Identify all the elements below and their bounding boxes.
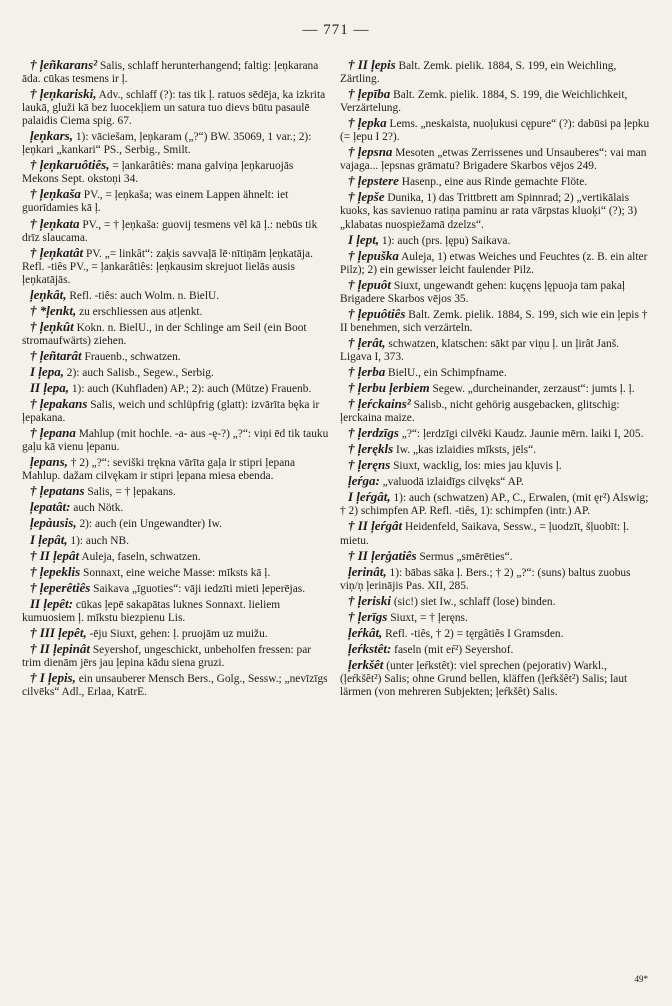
dictionary-entry	[340, 490, 650, 518]
entry-headword: † ļeręns	[348, 457, 391, 473]
dictionary-entry	[340, 190, 650, 231]
entry-definition: 1): vāciešam, ļeņkaram („?“) BW. 35069, 1 var.; 2): ļeņkari „kankari“ PS., Serbig., Smilt.	[22, 131, 312, 157]
dictionary-entry	[22, 671, 332, 699]
dictionary-entry	[340, 658, 650, 699]
entry-headword: † ļepstere	[348, 173, 399, 189]
entry-definition: Sermus „smērēties“.	[416, 550, 513, 563]
dictionary-entry	[22, 320, 332, 348]
entry-definition: Dunika, 1) das Trittbrett am Spinnrad; 2) „vertikālais kuoks, kas savienuo ratiņa paminu ar rata vārpstas kluoķi“ (?); 3) „klabatas nuospiežamā dzelzs“.	[340, 192, 638, 231]
entry-definition: PV., = ļeņkaša; was einem Lappen ähnelt: iet guorīdamies kā ļ.	[22, 189, 289, 215]
entry-definition: „valuodā izlaidīgs cilvęks“ AP.	[379, 476, 524, 489]
entry-definition: Refl. -tiês, † 2) = tęrgâtiês I Gramsden.	[382, 627, 564, 640]
entry-definition: Adv., schlaff (?): tas tik ļ. ratuos sēdēja, ka izkrita laukā, gluži kā bez luocekļiem un satura tuo dievs būtu pasaulē palaidis Ciema spig. 67.	[22, 89, 326, 128]
entry-definition: 1): auch (prs. ļępu) Saikava.	[379, 234, 511, 247]
entry-headword: † ļeņkatât	[30, 244, 84, 260]
dictionary-entry	[340, 626, 650, 641]
dictionary-entry	[340, 249, 650, 277]
entry-definition: 1): auch (Kuhfladen) AP.; 2): auch (Mütze) Frauenb.	[69, 383, 312, 396]
entry-definition: = ļankarâtiês: mana galviņa ļeņkaruojās Mekons Sept. okstoņi 34.	[22, 160, 294, 186]
entry-headword: † ļeņkata	[30, 215, 80, 231]
dictionary-entry	[22, 565, 332, 580]
dictionary-entry	[22, 484, 332, 499]
entry-headword: † ļepka	[348, 115, 387, 131]
dictionary-entry	[22, 516, 332, 531]
entry-headword: II ļepêt:	[30, 595, 73, 611]
dictionary-entry	[340, 565, 650, 593]
entry-headword: † II ļepis	[348, 57, 396, 72]
entry-headword: † ļeņkaša	[30, 186, 81, 202]
entry-definition: Auleja, 1) etwas Weiches und Feuchtes (z. B. ein alter Pilz); 2) ein gewisser leicht faulender Pilz.	[340, 250, 648, 276]
entry-definition: Kokn. n. BielU., in der Schlinge am Seil (ein Boot stromaufwärts) ziehen.	[22, 321, 307, 347]
entry-headword: † ļerīgs	[348, 608, 388, 624]
entry-headword: † ļeņkaruôtiês,	[30, 157, 110, 173]
entry-definition: (unter ļeŕkstêt): viel sprechen (pejorativ) Warkl., (ļeŕkšêt²) Salis; ohne Grund bellen, kläffen (ļeŕkšêt²) Salis; laut lärmen (von mehreren Subjekten; ļeŕkšêt) Salis.	[340, 659, 628, 698]
entry-headword: † ļepuôtiês	[348, 305, 406, 321]
entry-headword: † ļepuôt	[348, 276, 391, 292]
dictionary-entry	[340, 594, 650, 609]
entry-headword: ļeņkars,	[30, 128, 73, 144]
dictionary-entry	[22, 533, 332, 548]
entry-headword: † II ļepât	[30, 547, 80, 563]
dictionary-entry	[22, 349, 332, 364]
entry-definition: schwatzen, klatschen: sākt par viņu ļ. un ļirât Janš. Ligava I, 373.	[340, 337, 620, 363]
entry-definition: (sic!) siet Iw., schlaff (lose) binden.	[390, 595, 556, 608]
dictionary-entry	[22, 365, 332, 380]
entry-definition: zu erschliessen aus atļenkt.	[76, 305, 203, 318]
entry-headword: † ļeņkût	[30, 318, 74, 334]
entry-headword: † ļeņkariski,	[30, 86, 97, 102]
entry-headword: ļerkšêt	[348, 656, 384, 672]
dictionary-entry	[22, 426, 332, 454]
entry-headword: II ļepa,	[30, 380, 69, 396]
entry-definition: 1): bābas sāka ļ. Bers.; † 2) „?“: (suns) baltus zuobus viņ/ņ ļerinājis Pas. XII, 285.	[340, 566, 631, 592]
entry-definition: 2): auch (ein Ungewandter) Iw.	[76, 518, 222, 531]
entry-headword: ļepàusis,	[30, 515, 77, 531]
entry-headword: † ļeñkarans²	[30, 57, 98, 72]
entry-headword: † ļeŕckains²	[348, 396, 411, 412]
dictionary-entry	[340, 458, 650, 473]
entry-definition: ein unsauberer Mensch Bers., Golg., Sessw.; „nevīzīgs cilvēks“ Adl., Erlaa, KatrE.	[22, 672, 328, 698]
dictionary-entry	[22, 217, 332, 245]
entry-definition: Siuxt, = † ļeręns.	[387, 611, 468, 624]
entry-headword: † ļerbu ļerbiem	[348, 380, 430, 396]
dictionary-entry	[22, 597, 332, 625]
dictionary-entry	[340, 58, 650, 86]
entry-definition: 1): auch (schwatzen) AP., C., Erwalen, (mit ęr²) Alswig; † 2) schimpfen AP. Refl. -tiês, 1): schimpfen (intr.) AP.	[340, 492, 649, 518]
entry-definition: Salis, schlaff herunterhangend; faltig: ļeņkarana āda. cūkas tesmens ir ļ.	[22, 60, 319, 86]
dictionary-entry	[340, 642, 650, 657]
entry-definition: Refl. -tiês: auch Wolm. n. BielU.	[66, 289, 220, 302]
entry-definition: Auleja, faseln, schwatzen.	[79, 550, 201, 563]
entry-headword: † *ļenkt,	[30, 302, 77, 318]
entry-headword: ļeŕkât,	[348, 624, 383, 640]
dictionary-entry	[22, 288, 332, 303]
dictionary-entry	[22, 581, 332, 596]
dictionary-entry	[340, 519, 650, 547]
dictionary-entry	[340, 549, 650, 564]
entry-definition: Mahlup (mit hochle. -a- aus -ę-?) „?“: viņi ēd tik tauku gaļu kā vienu ļepanu.	[22, 428, 329, 454]
entry-headword: † II ļepinât	[30, 640, 90, 656]
entry-headword: † ļeperêtiês	[30, 579, 91, 595]
entry-headword: † II ļerġatiês	[348, 547, 417, 563]
entry-definition: Balt. Zemk. pielik. 1884, S. 199, sich wie ein ļepis † II benehmen, sich verzärteln.	[340, 308, 648, 334]
entry-headword: ļepans,	[30, 454, 68, 470]
dictionary-entry	[340, 381, 650, 396]
entry-headword: † ļepuška	[348, 247, 399, 263]
left-column	[22, 58, 332, 700]
entry-definition: -ēju Siuxt, gehen: ļ. pruojām uz muižu.	[86, 627, 268, 640]
entry-definition: Salis, = † ļepakans.	[84, 486, 176, 499]
entry-headword: † ļerękls	[348, 441, 394, 457]
dictionary-entry	[340, 610, 650, 625]
entry-definition: 2): auch Salisb., Segew., Serbig.	[63, 366, 214, 379]
entry-headword: † ļepatans	[30, 483, 85, 499]
dictionary-entry	[340, 397, 650, 425]
entry-definition: Lems. „neskaista, nuoļukusi cępure“ (?): dabūsi pa ļepku (= ļepu I 2?).	[340, 118, 650, 144]
entry-definition: Saikava „īguoties“: vāji iedzīti mieti ļeperējas.	[90, 582, 306, 595]
entry-headword: ļepatât:	[30, 499, 71, 515]
dictionary-entry	[340, 87, 650, 115]
entry-definition: Hasenp., eine aus Rinde gemachte Flöte.	[398, 176, 588, 189]
entry-definition: Balt. Zemk. pielik. 1884, S. 199, die Weichlichkeit, Verzärtelung.	[340, 89, 628, 115]
dictionary-entry	[22, 187, 332, 215]
dictionary-entry	[340, 174, 650, 189]
entry-headword: † ļeriski	[348, 592, 391, 608]
entry-headword: † ļepsna	[348, 144, 393, 160]
dictionary-entry	[22, 129, 332, 157]
dictionary-entry	[22, 626, 332, 641]
dictionary-entry	[22, 500, 332, 515]
dictionary-entry	[22, 158, 332, 186]
entry-definition: PV., = † ļeņkaša: guovij tesmens vēl kā ļ.: nebūs tik drīz slaucama.	[22, 218, 318, 244]
right-column	[340, 58, 650, 700]
entry-definition: 1): auch NB.	[67, 534, 129, 547]
entry-headword: † ļeñtarât	[30, 347, 82, 363]
dictionary-entry	[22, 549, 332, 564]
entry-definition: cūkas ļepē sakapātas luknes Sonnaxt. lieliem kumuosiem ļ. mīkstu biezpienu Lis.	[22, 598, 281, 624]
entry-headword: ļeņkât,	[30, 286, 67, 302]
entry-headword: † ļerdzīgs	[348, 425, 399, 441]
entry-definition: PV. „= linkât“: zaķis savvaļā lē·nītiņām ļeņkatāja. Refl. -tiês PV., = ļankarâtiês: ļeņkausim skrejuot lielās ausis ļeņkatājās.	[22, 247, 313, 286]
entry-headword: † I ļepis,	[30, 669, 76, 685]
dictionary-entry	[340, 278, 650, 306]
dictionary-entry	[22, 87, 332, 128]
dictionary-entry	[22, 381, 332, 396]
entry-definition: faseln (mit eŕ²) Seyershof.	[391, 643, 514, 656]
entry-definition: Frauenb., schwatzen.	[81, 350, 181, 363]
entry-headword: † II ļeŕgât	[348, 518, 403, 534]
entry-headword: ļeŕga:	[348, 473, 380, 489]
dictionary-entry	[340, 307, 650, 335]
entry-definition: Siuxt, ungewandt gehen: kuçęns ļępuoja tam pakaļ Brigadere Skarbos vējos 35.	[340, 279, 626, 305]
dictionary-entry	[340, 442, 650, 457]
entry-definition: Mesoten „etwas Zerrissenes und Unsauberes“: vai man vajaga... ļepsnas grāmatu? Brigadere Skarbos vējos 249.	[340, 147, 647, 173]
entry-definition: Balt. Zemk. pielik. 1884, S. 199, ein Weichling, Zärtling.	[340, 60, 617, 86]
entry-definition: Sonnaxt, eine weiche Masse: mīksts kā ļ.	[80, 566, 271, 579]
dictionary-entry	[340, 116, 650, 144]
entry-definition: Heidenfeld, Saikava, Sessw., = ļuodzīt, šļuobīt: ļ. mietu.	[340, 521, 629, 547]
entry-definition: auch Nötk.	[70, 502, 124, 515]
dictionary-entry	[340, 145, 650, 173]
entry-definition: „?“: ļerdzīgi cilvēki Kaudz. Jaunie mērn. laiki I, 205.	[398, 428, 644, 441]
dictionary-entry	[340, 365, 650, 380]
entry-definition: Segew. „durcheinander, zerzaust“: jumts ļ. ļ.	[429, 383, 635, 396]
dictionary-entry	[22, 397, 332, 425]
entry-headword: † ļerât,	[348, 334, 386, 350]
dictionary-entry	[22, 304, 332, 319]
entry-headword: † ļepeklis	[30, 563, 81, 579]
entry-headword: I ļepât,	[30, 531, 68, 547]
dictionary-entry	[340, 426, 650, 441]
page-number: — 771 —	[302, 22, 370, 38]
entry-headword: I ļeŕgât,	[348, 489, 391, 505]
entry-definition: Salisb., nicht gehörig ausgebacken, glitschig: ļerckaina maize.	[340, 399, 620, 425]
entry-headword: ļerinât,	[348, 563, 387, 579]
entry-headword: I ļept,	[348, 231, 380, 247]
printer-signature: 49*	[634, 974, 648, 984]
entry-headword: † III ļepêt,	[30, 624, 87, 640]
entry-definition: † 2) „?“: seviški tręknа vārīta gaļa ir stipri ļepana Mahlup. dažam cilvękam ir stipri ļepana miesa ebenda.	[22, 457, 296, 483]
dictionary-entry	[340, 336, 650, 364]
dictionary-entry	[340, 233, 650, 248]
entry-headword: I ļepa,	[30, 363, 64, 379]
entry-definition: BielU., ein Schimpfname.	[385, 366, 507, 379]
dictionary-entry	[22, 58, 332, 86]
dictionary-entry	[340, 474, 650, 489]
entry-headword: † ļepība	[348, 86, 391, 102]
entry-headword: † ļepše	[348, 189, 385, 205]
entry-definition: Siuxt, wacklig, los: mies jau kļuvis ļ.	[390, 460, 562, 473]
entry-headword: † ļerba	[348, 363, 386, 379]
entry-definition: Iw. „kas izlaidies mīksts, jēls“.	[393, 444, 537, 457]
entry-definition: Seyershof, ungeschickt, unbeholfen fressen: par trim dienām jērs jau ļepina kādu siena gruzi.	[22, 643, 312, 669]
entry-definition: Salis, weich und schlüpfrig (glatt): izvārīta bęka ir ļepakana.	[22, 399, 320, 425]
entry-headword: † ļepana	[30, 425, 76, 441]
entry-headword: † ļepakans	[30, 396, 88, 412]
dictionary-entry	[22, 455, 332, 483]
entry-headword: ļeŕkstêt:	[348, 640, 392, 656]
dictionary-entry	[22, 642, 332, 670]
dictionary-entry	[22, 246, 332, 287]
